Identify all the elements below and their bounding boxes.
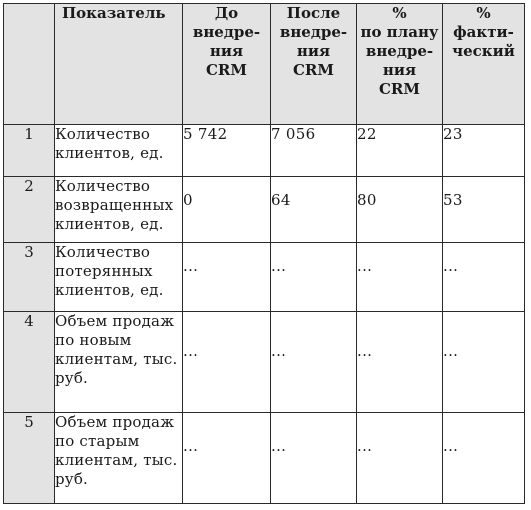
header-before-line: CRM <box>205 61 247 79</box>
header-after-line: После <box>286 4 341 22</box>
table-row <box>4 243 525 312</box>
header-before-line: внедре- <box>192 23 261 41</box>
row-number: 4 <box>4 312 55 413</box>
table-header-row <box>4 4 525 125</box>
header-plan-line: внедре- <box>365 42 434 60</box>
row-actual-value: ... <box>443 312 525 413</box>
header-before-crm <box>183 4 271 125</box>
row-actual-value: 53 <box>443 177 525 243</box>
row-number: 1 <box>4 125 55 177</box>
row-plan-value: 22 <box>357 125 443 177</box>
row-after-value: ... <box>271 413 357 504</box>
row-after-value: ... <box>271 312 357 413</box>
header-plan-line: % <box>392 4 407 22</box>
header-after-line: внедре- <box>279 23 348 41</box>
row-before-value: 0 <box>183 177 271 243</box>
row-plan-value: ... <box>357 413 443 504</box>
header-actual-line: ческий <box>452 42 515 60</box>
row-indicator-name: Объем продаж по новым клиентам, тыс. руб. <box>55 312 183 413</box>
row-plan-value: ... <box>357 312 443 413</box>
row-actual-value: ... <box>443 413 525 504</box>
header-plan-line: по плану <box>360 23 439 41</box>
row-before-value: ... <box>183 413 271 504</box>
row-number: 3 <box>4 243 55 312</box>
row-plan-value: ... <box>357 243 443 312</box>
header-indicator: Показатель <box>55 4 183 125</box>
row-after-value: 7 056 <box>271 125 357 177</box>
row-plan-value: 80 <box>357 177 443 243</box>
row-indicator-name: Объем продаж по старым клиентам, тыс. руб. <box>55 413 183 504</box>
header-plan-pct <box>357 4 443 125</box>
row-before-value: 5 742 <box>183 125 271 177</box>
header-after-line: ния <box>296 42 331 60</box>
row-before-value: ... <box>183 312 271 413</box>
header-actual-line: % <box>476 4 491 22</box>
header-before-line: ния <box>209 42 244 60</box>
header-plan-line: ния <box>382 61 417 79</box>
header-before-line: До <box>214 4 239 22</box>
row-before-value: ... <box>183 243 271 312</box>
header-plan-line: CRM <box>378 80 420 98</box>
row-indicator-name: Количество возвращенных клиентов, ед. <box>55 177 183 243</box>
table-row <box>4 177 525 243</box>
crm-indicators-table <box>3 3 525 504</box>
table-row <box>4 413 525 504</box>
row-number: 5 <box>4 413 55 504</box>
row-indicator-name: Количество потерянных клиентов, ед. <box>55 243 183 312</box>
row-after-value: 64 <box>271 177 357 243</box>
row-number: 2 <box>4 177 55 243</box>
header-after-line: CRM <box>292 61 334 79</box>
header-actual-pct <box>443 4 525 125</box>
header-number <box>4 4 55 125</box>
row-after-value: ... <box>271 243 357 312</box>
row-actual-value: 23 <box>443 125 525 177</box>
header-after-crm <box>271 4 357 125</box>
table-row <box>4 312 525 413</box>
row-actual-value: ... <box>443 243 525 312</box>
row-indicator-name: Количество клиентов, ед. <box>55 125 183 177</box>
table-row <box>4 125 525 177</box>
header-actual-line: факти- <box>453 23 514 41</box>
